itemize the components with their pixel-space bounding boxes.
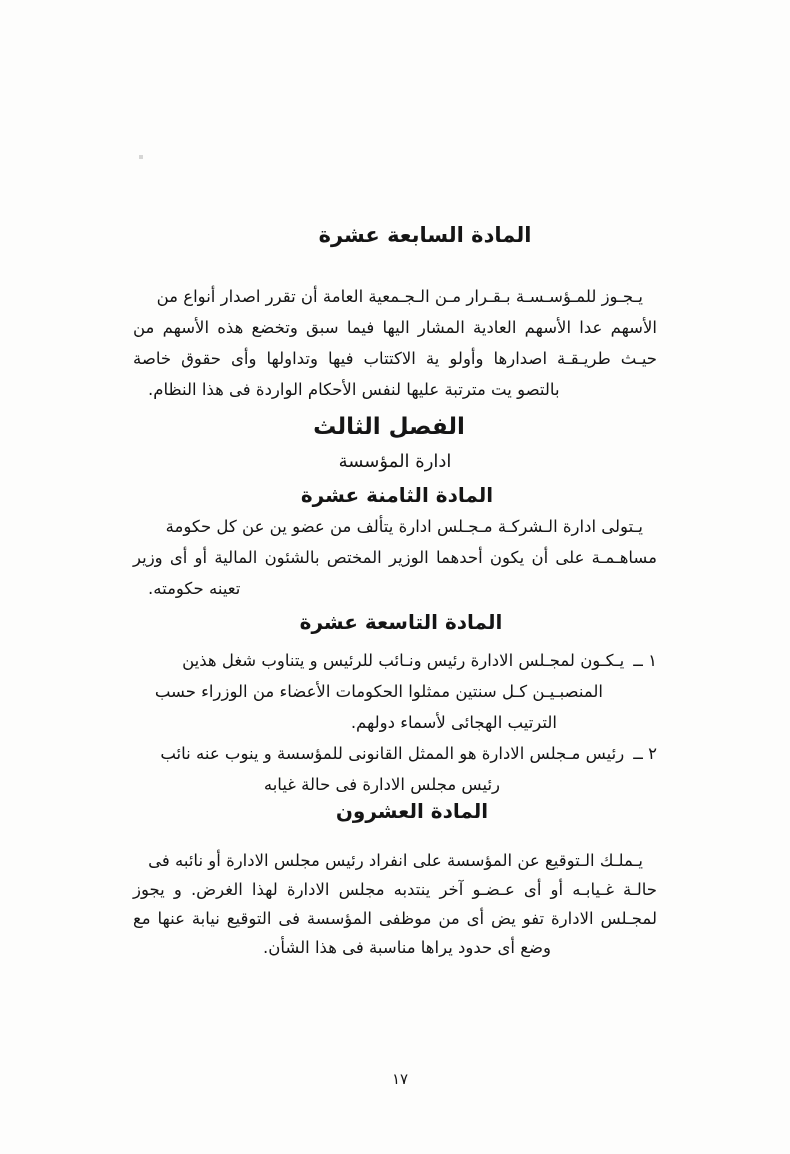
paragraph-line: يـتولى ادارة الـشركـة مـجـلس ادارة يتألف من عضو ين عن كل حكومة <box>165 517 643 536</box>
article-17-paragraph <box>133 281 657 405</box>
paragraph-line: لمجـلس الادارة تفو يض أى من موظفى المؤسسة فى التوقيع نيابة عنها مع <box>133 909 657 928</box>
article-19-list <box>133 645 657 800</box>
article-17-heading-text: المادة السابعة عشرة <box>318 223 532 247</box>
article-18-heading-text: المادة الثامنة عشرة <box>300 483 494 507</box>
scan-speck <box>139 155 143 159</box>
paragraph-line: وضع أى حدود يراها مناسبة فى هذا الشأن. <box>263 938 551 957</box>
article-18-heading <box>133 479 657 511</box>
article-20-heading-text: المادة العشرون <box>335 799 489 823</box>
chapter-3-heading-text: الفصل الثالث <box>313 414 465 440</box>
page-number-text: ١٧ <box>391 1070 409 1088</box>
paragraph-line: حالـة غـيابـه أو أى عـضـو آخر ينتدبه مجلس الادارة لهذا الغرض. و يجوز <box>133 880 657 899</box>
article-19-heading-text: المادة التاسعة عشرة <box>299 610 503 634</box>
list-item-line <box>133 738 657 769</box>
list-item-number: ٢ ــ <box>633 744 657 763</box>
list-item-number: ١ ــ <box>633 651 657 670</box>
chapter-3-subheading-text: ادارة المؤسسة <box>338 451 452 472</box>
paragraph-line: بالتصو يت مترتبة عليها لنفس الأحكام الواردة فى هذا النظام. <box>148 380 560 399</box>
paragraph-line: يـملـك الـتوقيع عن المؤسسة على انفراد رئيس مجلس الادارة أو نائبه فى <box>148 851 643 870</box>
list-item-text: رئيس مـجلس الادارة هو الممثل القانونى للمؤسسة و ينوب عنه نائب <box>160 744 625 763</box>
chapter-3-subheading <box>133 447 657 477</box>
paragraph-line: حيـث طريـقـة اصدارها وأولو ية الاكتتاب فيها وتداولها وأى حقوق خاصة <box>133 349 657 368</box>
page-number <box>0 1070 790 1088</box>
article-18-paragraph <box>133 511 657 604</box>
paragraph-line: الأسهم عدا الأسهم العادية المشار اليها فيما سبق وتخضع هذه الأسهم من <box>133 318 657 337</box>
chapter-3-heading <box>133 410 657 444</box>
article-19-heading <box>133 606 657 638</box>
paragraph-line: يـجـوز للمـؤسـسـة بـقـرار مـن الـجـمعية العامة أن تقرر اصدار أنواع من <box>156 287 643 306</box>
list-item-line: المنصبـيـن كـل سنتين ممثلوا الحكومات الأعضاء من الوزراء حسب <box>154 682 603 701</box>
list-item-text: يـكـون لمجـلس الادارة رئيس ونـائب للرئيس و يتناوب شغل هذين <box>182 651 625 670</box>
article-17-heading <box>133 218 657 252</box>
paragraph-line: مساهـمـة على أن يكون أحدهما الوزير المختص بالشئون المالية أو أى وزير <box>133 548 657 567</box>
paragraph-line: تعينه حكومته. <box>148 579 241 598</box>
list-item-line: رئيس مجلس الادارة فى حالة غيابه <box>263 775 500 794</box>
list-item-line <box>133 645 657 676</box>
list-item-line: الترتيب الهجائى لأسماء دولهم. <box>350 713 557 732</box>
article-20-paragraph <box>133 846 657 962</box>
article-20-heading <box>133 795 657 827</box>
